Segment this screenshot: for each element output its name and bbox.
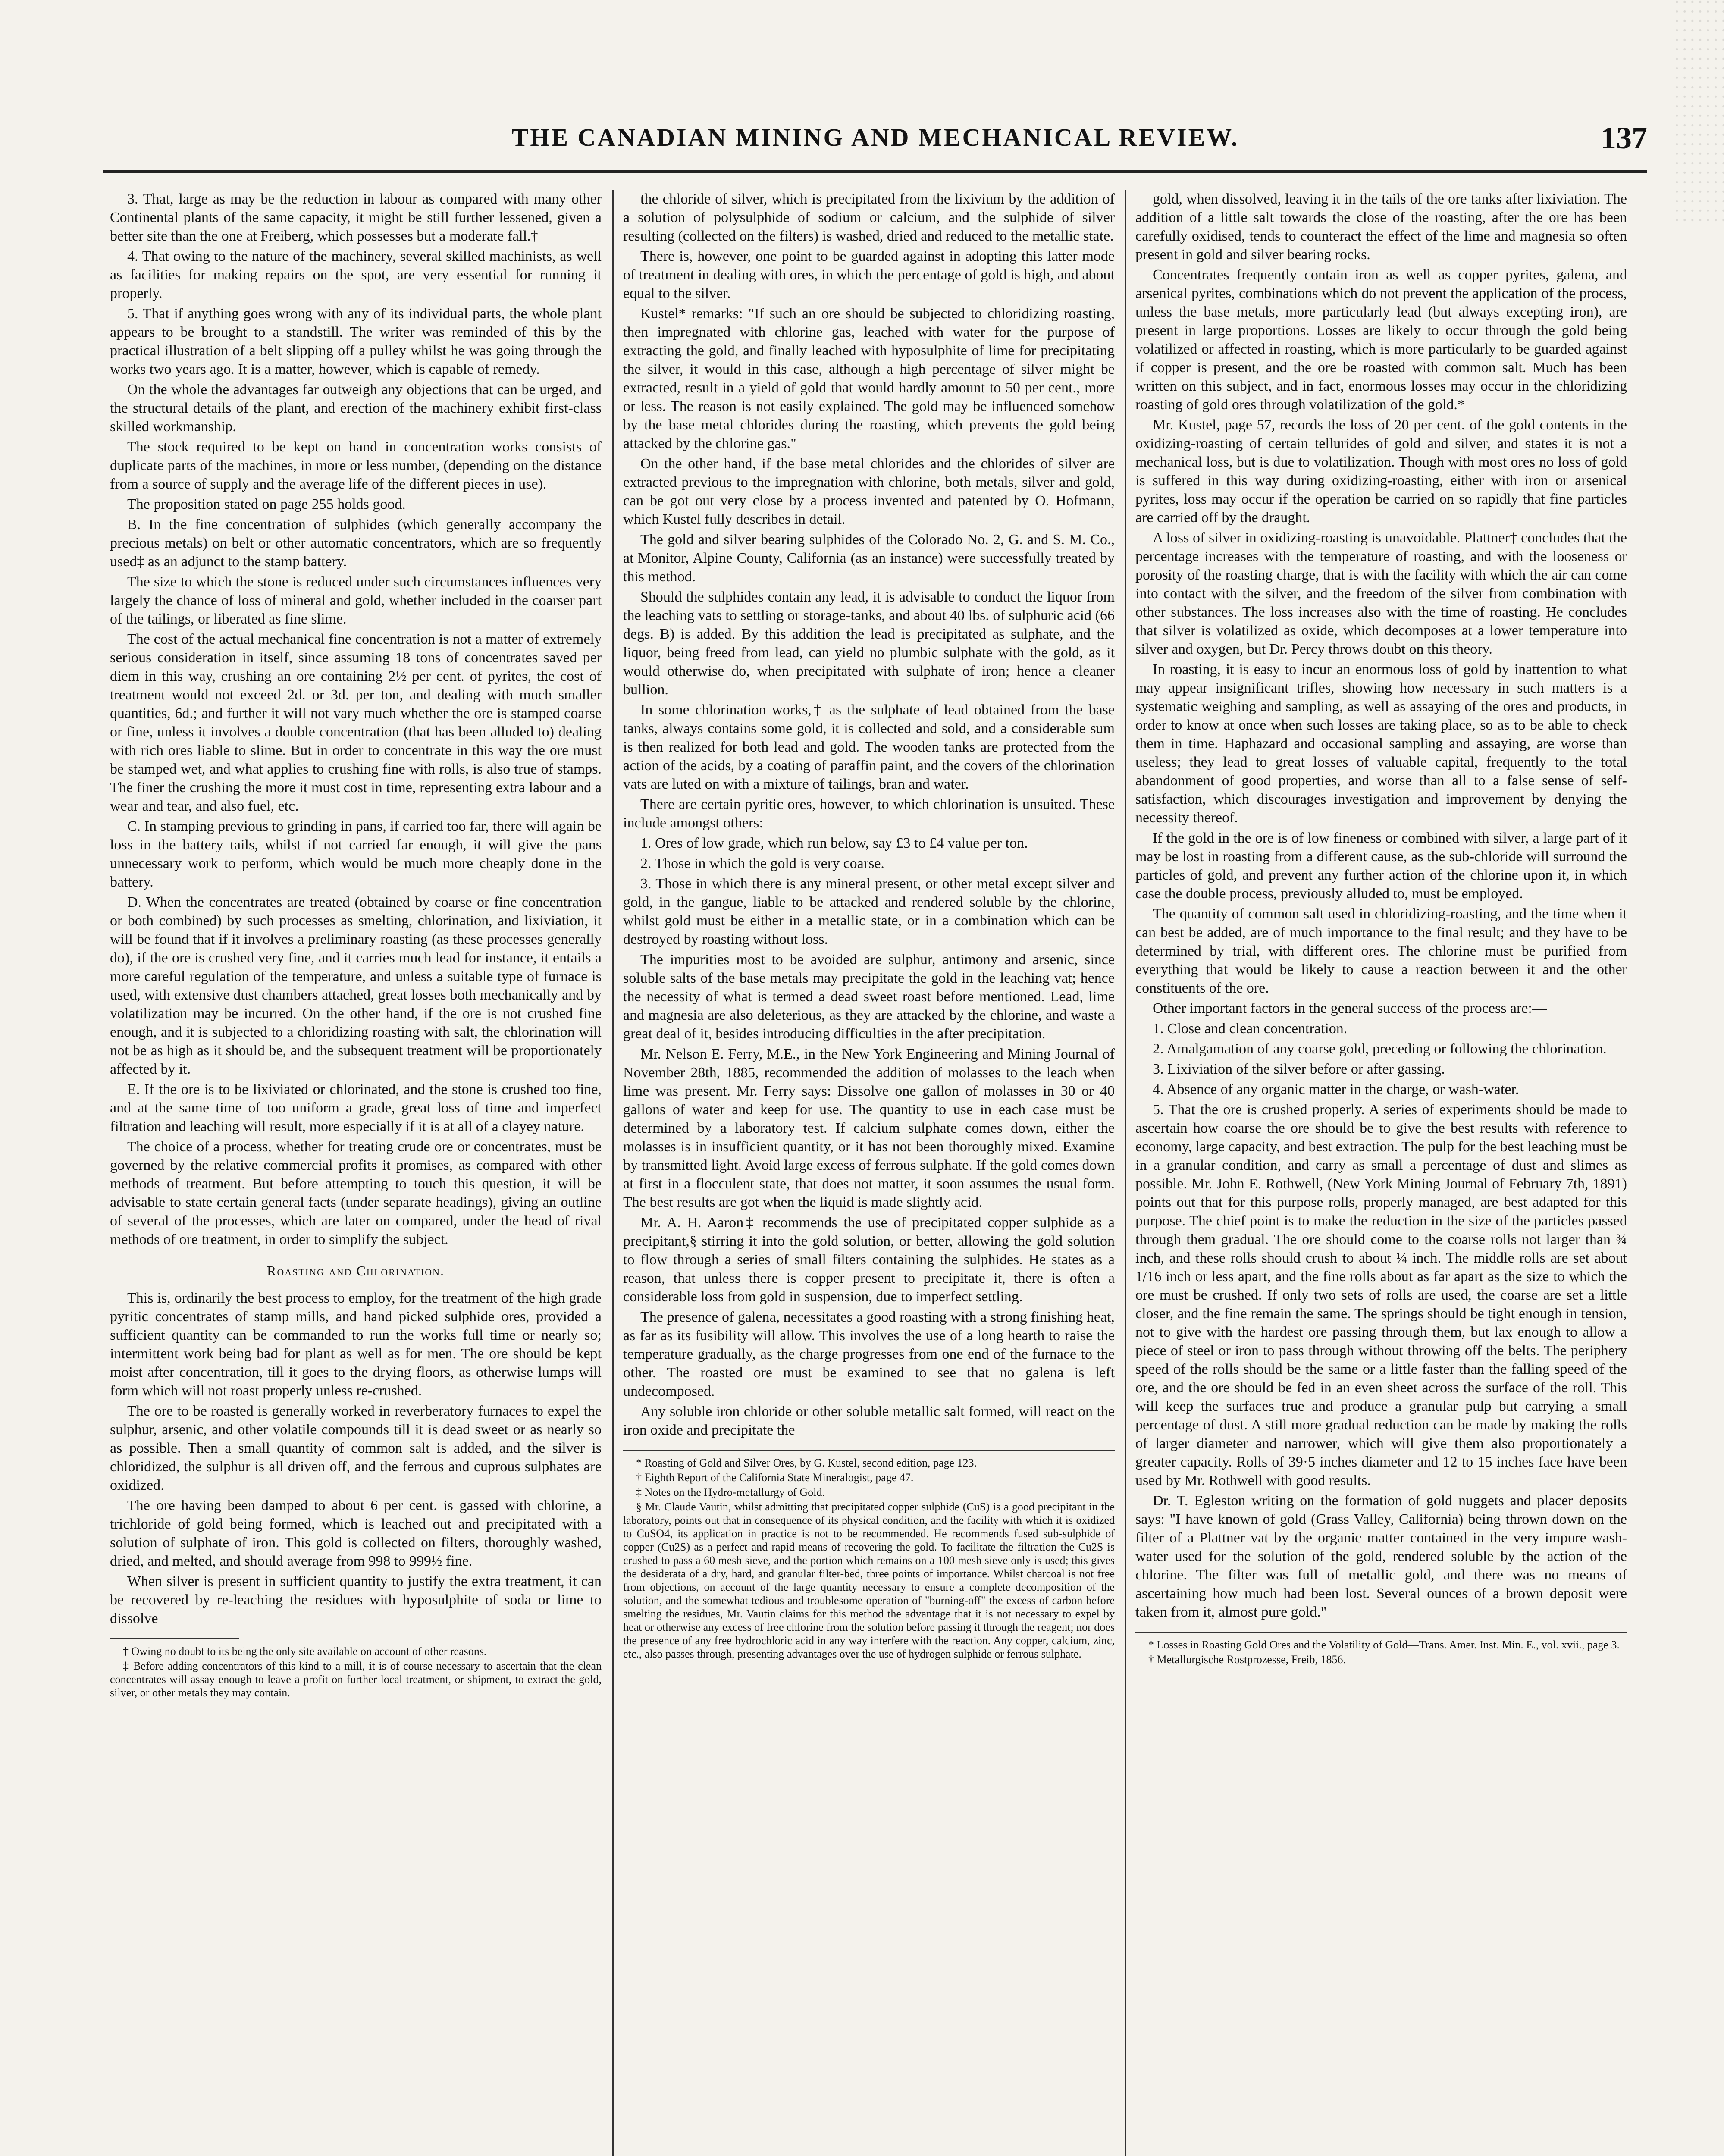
- paragraph: Any soluble iron chloride or other soluble metallic salt formed, will react on the iron oxide and precipitate the: [623, 1404, 1115, 1438]
- paragraph: Mr. A. H. Aaron‡ recommends the use of precipitated copper sulphide as a precipitant,§ stirring it into the gold solution, or better, allowing the gold solution to flow through a series of small filters containing the sulphides. He states as a reason, that unless there is copper present to precipitate it, there is often a considerable loss from gold in suspension, due to imperfect settling.: [623, 1215, 1115, 1305]
- paragraph: The presence of galena, necessitates a good roasting with a strong finishing heat, as far as its fusibility will allow. This involves the use of a long hearth to raise the temperature gradually, as the charge progresses from one end of the furnace to the other. The roasted ore must be examined to see that no galena is left undecomposed.: [623, 1309, 1115, 1399]
- paragraph: The ore to be roasted is generally worked in reverberatory furnaces to expel the sulphur, arsenic, and other volatile compounds till it is dead sweet or as nearly so as possible. Then a small quantity of common salt is added, and the silver is chloridized, the sulphur is all driven off, and the ferrous and cuprous sulphates are oxidized.: [110, 1403, 602, 1493]
- paragraph: gold, when dissolved, leaving it in the tails of the ore tanks after lixiviation. The addition of a little salt towards the close of the roasting, after the ore has been carefully oxidised, tends to counteract the effect of the lime and magnesia so often present in gold and silver bearing rocks.: [1135, 191, 1627, 263]
- paragraph: 1. Ores of low grade, which run below, say £3 to £4 value per ton.: [640, 835, 1028, 851]
- paragraph: There are certain pyritic ores, however, to which chlorination is unsuited. These include amongst others:: [623, 796, 1115, 831]
- section-heading: Roasting and Chlorination.: [267, 1263, 445, 1279]
- footnote: * Losses in Roasting Gold Ores and the Volatility of Gold—Trans. Amer. Inst. Min. E., vol. xvii., page 3.: [1148, 1639, 1620, 1651]
- paragraph: On the whole the advantages far outweigh any objections that can be urged, and the structural details of the plant, and erection of the machinery exhibit first-class skilled workmanship.: [110, 382, 602, 435]
- paragraph: Other important factors in the general success of the process are:—: [1153, 1000, 1547, 1016]
- column-2: [623, 190, 1115, 2156]
- paragraph: 5. That if anything goes wrong with any of its individual parts, the whole plant appears to be brought to a standstill. The writer was reminded of this by the practical illustration of a belt slipping off a pulley whilst he was going through the works two years ago. It is a matter, however, which is capable of remedy.: [110, 306, 602, 377]
- header-rule: [103, 170, 1647, 173]
- paragraph: 3. That, large as may be the reduction in labour as compared with many other Continental plants of the same capacity, it might be still further lessened, given a better site than the one at Freiberg, which possesses but a moderate fall.†: [110, 191, 602, 244]
- footnote: * Roasting of Gold and Silver Ores, by G. Kustel, second edition, page 123.: [636, 1457, 977, 1469]
- paragraph: 5. That the ore is crushed properly. A series of experiments should be made to ascertain how coarse the ore should be to give the best results with reference to economy, large capacity, and best extraction. The pulp for the best leaching must be in a granular condition, and carry as small a percentage of dust and slimes as possible. Mr. John E. Rothwell, (New York Mining Journal of February 7th, 1891) points out that for this purpose rolls, properly managed, are best adapted for this purpose. The chief point is to make the reduction in the size of the particles passed through them gradual. The ore should come to the coarse rolls not larger than ¾ inch, and these rolls should crush to about ¼ inch. The middle rolls are set about 1/16 inch or less apart, and the fine rolls about as far apart as the size to which the ore must be crushed. If only two sets of rolls are used, the coarse are set a little closer, and the fine remain the same. The springs should be tight enough in tension, not to give with the hardest ore passing through them, but lax enough to allow a piece of steel or iron to pass through without throwing off the belts. The periphery speed of the rolls should be the same or a little faster than the falling speed of the ore, and the ore should be fed in an even sheet across the surface of the roll. This will keep the surfaces true and produce a granular pulp but carrying a small percentage of dust. A still more gradual reduction can be made by making the rolls of larger diameter and narrower, which will give them also proportionately a greater capacity. Rolls of 39·5 inches diameter and 12 to 15 inches face have been used by Mr. Rothwell with good results.: [1135, 1102, 1627, 1489]
- footnote: § Mr. Claude Vautin, whilst admitting that precipitated copper sulphide (CuS) is a good precipitant in the laboratory, points out that in consequence of its physical condition, and the facility with which it is oxidized to CuSO4, its application in practice is not to be recommended. He recommends fused sub-sulphide of copper (Cu2S) as a perfect and rapid means of recovering the gold. To facilitate the filtration the Cu2S is crushed to pass a 60 mesh sieve, and the portion which remains on a 100 mesh sieve only is used; this gives the desiderata of a dry, hard, and granular filter-bed, three points of importance. Whilst charcoal is not free from objections, on account of the large quantity necessary to ensure a complete decomposition of the solution, and the somewhat tedious and troublesome operation of "burning-off" the excess of carbon before smelting the residues, Mr. Vautin claims for this method the advantage that it is not necessary to expel by heat or otherwise any excess of free chlorine from the solution before passing it through the reagent; nor does the presence of any free hydrochloric acid in any way interfere with the reaction. Any copper, calcium, zinc, etc., also passes through, presenting advantages over the use of hydrogen sulphide or ferrous sulphate.: [623, 1501, 1115, 1660]
- paragraph: The size to which the stone is reduced under such circumstances influences very largely the chance of loss of mineral and gold, whether included in the coarser part of the tailings, or liberated as fine slime.: [110, 574, 602, 627]
- paragraph: Dr. T. Egleston writing on the formation of gold nuggets and placer deposits says: "I have known of gold (Grass Valley, California) being thrown down on the filter of a Plattner vat by the organic matter contained in the very impure wash-water used for the solution of the gold, rendered soluble by the action of the chlorine. The filter was full of metallic gold, and there was no means of ascertaining how much had been lost. Several ounces of a brown deposit were taken from it, almost pure gold.": [1135, 1493, 1627, 1620]
- footnote: † Metallurgische Rostprozesse, Freib, 1856.: [1148, 1653, 1346, 1666]
- paragraph: 2. Those in which the gold is very coarse.: [640, 856, 884, 871]
- footnote-rule: [623, 1450, 1115, 1451]
- paragraph: E. If the ore is to be lixiviated or chlorinated, and the stone is crushed too fine, and at the same time of too uniform a grade, great loss of time and imperfect filtration and leaching will result, more especially if it is at all of a clayey nature.: [110, 1081, 602, 1134]
- paragraph: There is, however, one point to be guarded against in adopting this latter mode of treatment in dealing with ores, in which the percentage of gold is high, and about equal to the silver.: [623, 248, 1115, 301]
- paragraph: On the other hand, if the base metal chlorides and the chlorides of silver are extracted previous to the impregnation with chlorine, both metals, silver and gold, can be got out very close by a process invented and patented by O. Hofmann, which Kustel fully describes in detail.: [623, 456, 1115, 527]
- paragraph: Mr. Nelson E. Ferry, M.E., in the New York Engineering and Mining Journal of November 28th, 1885, recommended the addition of molasses to the leach when lime was present. Mr. Ferry says: Dissolve one gallon of molasses in 30 or 40 gallons of water and keep for use. The quantity to use in each case must be determined by a laboratory test. If calcium sulphate comes down, either the molasses is in insufficient quantity, or it has not been thoroughly mixed. Examine by transmitted light. Avoid large excess of ferrous sulphate. If the gold comes down at first in a flocculent state, that does not matter, it soon assumes the usual form. The best results are got when the liquid is made slightly acid.: [623, 1046, 1115, 1210]
- paragraph: When silver is present in sufficient quantity to justify the extra treatment, it can be recovered by re-leaching the residues with hyposulphite of soda or lime to dissolve: [110, 1573, 602, 1626]
- paragraph: The proposition stated on page 255 holds good.: [127, 496, 406, 512]
- publication-title: THE CANADIAN MINING AND MECHANICAL REVIEW.: [511, 123, 1239, 151]
- paragraph: Mr. Kustel, page 57, records the loss of 20 per cent. of the gold contents in the oxidizing-roasting of certain tellurides of gold and silver, and states it is not a mechanical loss, but is due to volatilization. Though with most ores no loss of gold is suffered in this way during oxidizing-roasting, either with iron or arsenical pyrites, loss may occur if the operation be carried on so rapidly that fine particles are carried off by the draught.: [1135, 417, 1627, 526]
- page-number: 137: [1601, 121, 1647, 155]
- paragraph: 1. Close and clean concentration.: [1153, 1021, 1348, 1037]
- paragraph: In some chlorination works,† as the sulphate of lead obtained from the base tanks, always contains some gold, it is collected and sold, and a considerable sum is then realized for both lead and gold. The wooden tanks are protected from the action of the acids, by a coating of paraffin paint, and the covers of the chlorination vats are luted on with a mixture of tailings, bran and water.: [623, 702, 1115, 792]
- paragraph: A loss of silver in oxidizing-roasting is unavoidable. Plattner† concludes that the percentage increases with the temperature of roasting, and with the looseness or porosity of the roasting charge, that is with the facility with which the air can come into contact with the silver, and the freedom of the silver from combination with other substances. The loss increases also with the time of roasting. He concludes that silver is volatilized as oxide, which decomposes at a lower temperature into silver and oxygen, but Dr. Percy throws doubt on this theory.: [1135, 530, 1627, 657]
- column-1: [110, 190, 602, 2156]
- page-edge-damage: [1672, 0, 1724, 224]
- paragraph: The gold and silver bearing sulphides of the Colorado No. 2, G. and S. M. Co., at Monitor, Alpine County, California (as an instance) were successfully treated by this method.: [623, 532, 1115, 585]
- paragraph: The stock required to be kept on hand in concentration works consists of duplicate parts of the machines, in more or less number, (depending on the distance from a source of supply and the average life of the different pieces in use).: [110, 439, 602, 492]
- paragraph: In roasting, it is easy to incur an enormous loss of gold by inattention to what may appear insignificant trifles, showing how necessary in such matters is a systematic weighing and sampling, as well as assaying of the ores and products, in order to know at once when such losses are taking place, so as to be able to check them in time. Haphazard and occasional sampling and assaying, are worse than useless; they lead to great losses of valuable capital, frequently to the total abandonment of good properties, and worse than all to a false sense of self-satisfaction, which discourages investigation and improvement by denying the necessity thereof.: [1135, 661, 1627, 826]
- paragraph: The impurities most to be avoided are sulphur, antimony and arsenic, since soluble salts of the base metals may precipitate the gold in the leaching vat; hence the necessity of what is termed a dead sweet roast before mentioned. Lead, lime and magnesia are also deleterious, as they are attacked by the chlorine, and waste a great deal of it, besides introducing difficulties in the after precipitation.: [623, 952, 1115, 1042]
- paragraph: D. When the concentrates are treated (obtained by coarse or fine concentration or both combined) by such processes as smelting, chlorination, and lixiviation, it will be found that if it involves a preliminary roasting (as these processes generally do), if the ore is crushed very fine, and it carries much lead for instance, it entails a more careful regulation of the temperature, and unless a suitable type of furnace is used, with extensive dust chambers attached, great losses both mechanically and by volatilization may be incurred. On the other hand, if the ore is not crushed fine enough, and it is subjected to a chloridizing roasting with salt, the chlorination will not be as high as it should be, and the subsequent treatment will be proportionately affected by it.: [110, 894, 602, 1077]
- paragraph: This is, ordinarily the best process to employ, for the treatment of the high grade pyritic concentrates of stamp mills, and hand picked sulphide ores, provided a sufficient quantity can be commanded to run the works full time or nearly so; intermittent work being bad for plant as well as for men. The ore should be kept moist after concentration, till it goes to the drying floors, as otherwise lumps will form which will not roast properly unless re-crushed.: [110, 1290, 602, 1399]
- page-header: [103, 123, 1647, 166]
- paragraph: The ore having been damped to about 6 per cent. is gassed with chlorine, a trichloride of gold being formed, which is leached out and precipitated with a solution of sulphate of iron. This gold is collected on filters, thoroughly washed, dried, and melted, and should average from 998 to 999½ fine.: [110, 1498, 602, 1569]
- footnote: ‡ Before adding concentrators of this kind to a mill, it is of course necessary to ascertain that the clean concentrates will assay enough to leave a profit on further local treatment, or shipment, to extract the gold, silver, or other metals they may contain.: [110, 1660, 602, 1699]
- paragraph: The cost of the actual mechanical fine concentration is not a matter of extremely serious consideration in itself, since assuming 18 tons of concentrates saved per diem in this way, crushing an ore containing 2½ per cent. of pyrites, the cost of treatment would not exceed 2d. or 3d. per ton, and dealing with much smaller quantities, 6d.; and further it will not vary much whether the ore is stamped coarse or fine, unless it involves a double concentration (that has been alluded to) dealing with rich ores liable to slime. But in order to concentrate in this way the ore must be stamped wet, and what applies to crushing fine with rolls, is also true of stamps. The finer the crushing the more it must cost in time, representing extra labour and a wear and tear, and also fuel, etc.: [110, 631, 602, 814]
- paragraph: 4. That owing to the nature of the machinery, several skilled machinists, as well as facilities for making repairs on the spot, are very essential for running it properly.: [110, 248, 602, 301]
- footnote: † Eighth Report of the California State Mineralogist, page 47.: [636, 1471, 914, 1484]
- paragraph: the chloride of silver, which is precipitated from the lixivium by the addition of a solution of polysulphide of sodium or calcium, and the sulphide of silver resulting (collected on the filters) is washed, dried and reduced to the metallic state.: [623, 191, 1115, 244]
- paragraph: The choice of a process, whether for treating crude ore or concentrates, must be governed by the relative commercial profits it promises, as compared with other methods of treatment. But before attempting to touch this question, it will be advisable to state certain general facts (under separate headings), giving an outline of several of the processes, which are later on compared, under the head of rival methods of ore treatment, in order to simplify the subject.: [110, 1139, 602, 1247]
- footnote: ‡ Notes on the Hydro-metallurgy of Gold.: [636, 1486, 825, 1498]
- paragraph: 2. Amalgamation of any coarse gold, preceding or following the chlorination.: [1153, 1041, 1607, 1057]
- footnote-rule: [110, 1638, 239, 1639]
- column-3: [1135, 190, 1627, 2156]
- paragraph: Concentrates frequently contain iron as well as copper pyrites, galena, and arsenical pyrites, combinations which do not prevent the application of the process, unless the base metals, more particularly lead (but always excepting iron), are present in large proportions. Losses are likely to occur through the gold being volatilized or affected in roasting, which is more particularly to be guarded against if copper is present, and the ore be roasted with common salt. Much has been written on this subject, and in fact, enormous losses may occur in the chloridizing roasting of gold ores through volatilization of the gold.*: [1135, 267, 1627, 413]
- paragraph: B. In the fine concentration of sulphides (which generally accompany the precious metals) on belt or other automatic concentrators, which are so frequently used‡ as an adjunct to the stamp battery.: [110, 517, 602, 570]
- footnote: † Owing no doubt to its being the only site available on account of other reasons.: [123, 1645, 487, 1658]
- paragraph: The quantity of common salt used in chloridizing-roasting, and the time when it can best be added, are of much importance to the final result; and they have to be determined by trial, with different ores. The chlorine must be purified from everything that would be likely to cause a reaction between it and the other constituents of the ore.: [1135, 906, 1627, 996]
- paragraph: 4. Absence of any organic matter in the charge, or wash-water.: [1153, 1081, 1519, 1097]
- paragraph: 3. Lixiviation of the silver before or after gassing.: [1153, 1061, 1445, 1077]
- column-divider: [612, 190, 614, 2156]
- column-divider: [1125, 190, 1126, 2156]
- paragraph: Should the sulphides contain any lead, it is advisable to conduct the liquor from the leaching vats to settling or storage-tanks, and about 40 lbs. of sulphuric acid (66 degs. B) is added. By this addition the lead is precipitated as sulphate, and the liquor, being freed from lead, can yield no plumbic sulphate with the gold, as it would otherwise do, when precipitated with sulphate of iron; hence a cleaner bullion.: [623, 589, 1115, 698]
- paragraph: 3. Those in which there is any mineral present, or other metal except silver and gold, in the gangue, liable to be attacked and rendered soluble by the chlorine, whilst gold must be either in a metallic state, or in a combination which can be destroyed by roasting without loss.: [623, 876, 1115, 947]
- paragraph: Kustel* remarks: "If such an ore should be subjected to chloridizing roasting, then impregnated with chlorine gas, leached with water for the purpose of extracting the gold, and finally leached with hyposulphite of lime for precipitating the silver, it would in this case, although a high percentage of silver might be extracted, result in a yield of gold that would hardly amount to 50 per cent., more or less. The reason is not easily explained. The gold may be influenced somehow by the base metal chlorides during the roasting, which prevents the gold being attacked by the chlorine gas.": [623, 306, 1115, 451]
- paragraph: If the gold in the ore is of low fineness or combined with silver, a large part of it may be lost in roasting from a different cause, as the sub-chloride will surround the particles of gold, and prevent any further action of the chlorine upon it, in which case the double process, previously alluded to, must be employed.: [1135, 830, 1627, 902]
- footnote-rule: [1135, 1632, 1627, 1633]
- paragraph: C. In stamping previous to grinding in pans, if carried too far, there will again be loss in the battery tails, whilst if not carried far enough, it will give the pans unnecessary work to perform, which would be much more cheaply done in the battery.: [110, 818, 602, 890]
